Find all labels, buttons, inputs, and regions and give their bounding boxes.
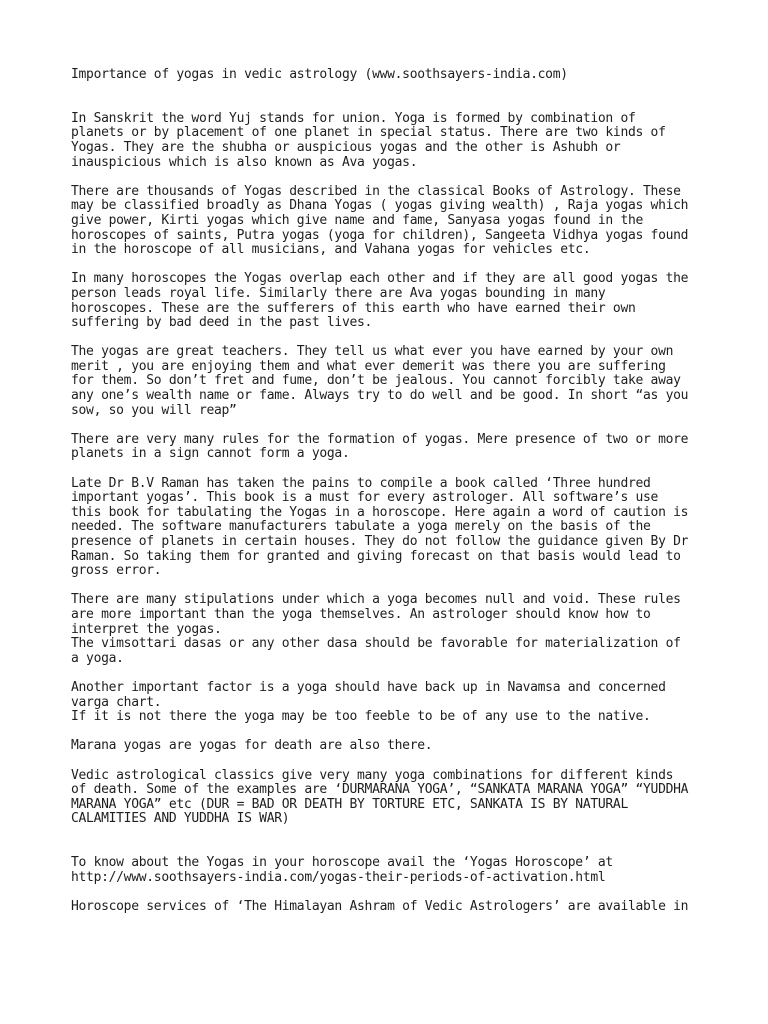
text-line: Yogas. They are the shubha or auspicious yogas and the other is Ashubh or xyxy=(71,139,621,155)
text-line: give power, Kirti yogas which give name and fame, Sanyasa yogas found in the xyxy=(71,212,644,228)
text-line: The vimsottari dasas or any other dasa should be favorable for materialization of xyxy=(71,636,681,652)
text-line: horoscopes of saints, Putra yogas (yoga for children), Sangeeta Vidhya yogas found xyxy=(71,227,689,243)
text-line: this book for tabulating the Yogas in a horoscope. Here again a word of caution is xyxy=(71,504,689,520)
url-text: http://www.soothsayers-india.com/yogas-their-periods-of-activation.html xyxy=(71,869,606,885)
paragraph-marana-yogas xyxy=(71,739,761,754)
text-line: are more important than the yoga themselves. An astrologer should know how to xyxy=(71,606,651,622)
text-line: a yoga. xyxy=(71,650,124,666)
document-page xyxy=(71,68,761,914)
paragraph-yogas-horoscope-link xyxy=(71,856,761,885)
paragraph-navamsa xyxy=(71,681,761,725)
text-line: person leads royal life. Similarly there are Ava yogas bounding in many xyxy=(71,285,606,301)
paragraph-sanskrit-yuj xyxy=(71,112,761,170)
text-line: MARANA YOGA” etc (DUR = BAD OR DEATH BY TORTURE ETC, SANKATA IS BY NATURAL xyxy=(71,796,628,812)
paragraph-horoscope-services xyxy=(71,900,761,915)
text-line: of death. Some of the examples are ‘DURMARANA YOGA’, “SANKATA MARANA YOGA” “YUDDHA xyxy=(71,782,689,798)
text-line: gross error. xyxy=(71,563,162,579)
text-line: Late Dr B.V Raman has taken the pains to compile a book called ‘Three hundred xyxy=(71,475,651,491)
text-line: merit , you are enjoying them and what ever demerit was there you are suffering xyxy=(71,358,666,374)
text-line: important yogas’. This book is a must for every astrologer. All software’s use xyxy=(71,490,659,506)
document-title: Importance of yogas in vedic astrology (www.soothsayers-india.com) xyxy=(71,67,568,82)
text-line: sow, so you will reap” xyxy=(71,402,237,418)
paragraph-stipulations xyxy=(71,593,761,666)
text-line: any one’s wealth name or fame. Always try to do well and be good. In short “as you xyxy=(71,388,689,404)
text-line: In many horoscopes the Yogas overlap each other and if they are all good yogas the xyxy=(71,271,689,287)
text-line: planets or by placement of one planet in special status. There are two kinds of xyxy=(71,125,666,141)
text-line: needed. The software manufacturers tabulate a yoga merely on the basis of the xyxy=(71,519,651,535)
text-line: There are thousands of Yogas described in the classical Books of Astrology. These xyxy=(71,183,681,199)
text-line: Raman. So taking them for granted and giving forecast on that basis would lead to xyxy=(71,548,681,564)
text-line: suffering by bad deed in the past lives. xyxy=(71,315,373,331)
text-line: CALAMITIES AND YUDDHA IS WAR) xyxy=(71,811,290,827)
text-line: There are many stipulations under which a yoga becomes null and void. These rules xyxy=(71,592,681,608)
text-line: presence of planets in certain houses. They do not follow the guidance given By Dr xyxy=(71,534,689,549)
text-line: planets in a sign cannot form a yoga. xyxy=(71,446,350,462)
paragraph-great-teachers xyxy=(71,345,761,418)
text-line: Vedic astrological classics give very many yoga combinations for different kinds xyxy=(71,767,674,783)
text-line: In Sanskrit the word Yuj stands for union. Yoga is formed by combination of xyxy=(71,110,636,126)
text-line: inauspicious which is also known as Ava yogas. xyxy=(71,154,418,170)
text-line: Another important factor is a yoga should have back up in Navamsa and concerned xyxy=(71,679,666,695)
text-line: interpret the yogas. xyxy=(71,621,222,637)
text-line: may be classified broadly as Dhana Yogas ( yogas giving wealth) , Raja yogas which xyxy=(71,198,689,214)
text-line: If it is not there the yoga may be too feeble to be of any use to the native. xyxy=(71,709,651,725)
paragraph-thousands-of-yogas xyxy=(71,185,761,258)
paragraph-vedic-classics xyxy=(71,769,761,827)
text-line: The yogas are great teachers. They tell us what ever you have earned by your own xyxy=(71,344,674,360)
text-line: horoscopes. These are the sufferers of this earth who have earned their own xyxy=(71,300,636,316)
text-line: for them. So don’t fret and fume, don’t be jealous. You cannot forcibly take away xyxy=(71,373,681,389)
text-line: Horoscope services of ‘The Himalayan Ashram of Vedic Astrologers’ are available in xyxy=(71,898,689,914)
text-line: varga chart. xyxy=(71,694,162,710)
text-line: in the horoscope of all musicians, and Vahana yogas for vehicles etc. xyxy=(71,242,591,258)
paragraph-formation-rules xyxy=(71,433,761,462)
paragraph-yogas-overlap xyxy=(71,272,761,330)
text-line: To know about the Yogas in your horoscope avail the ‘Yogas Horoscope’ at xyxy=(71,855,613,871)
text-line: Marana yogas are yogas for death are also there. xyxy=(71,738,433,754)
text-line: There are very many rules for the formation of yogas. Mere presence of two or more xyxy=(71,431,689,447)
paragraph-dr-raman xyxy=(71,477,761,579)
